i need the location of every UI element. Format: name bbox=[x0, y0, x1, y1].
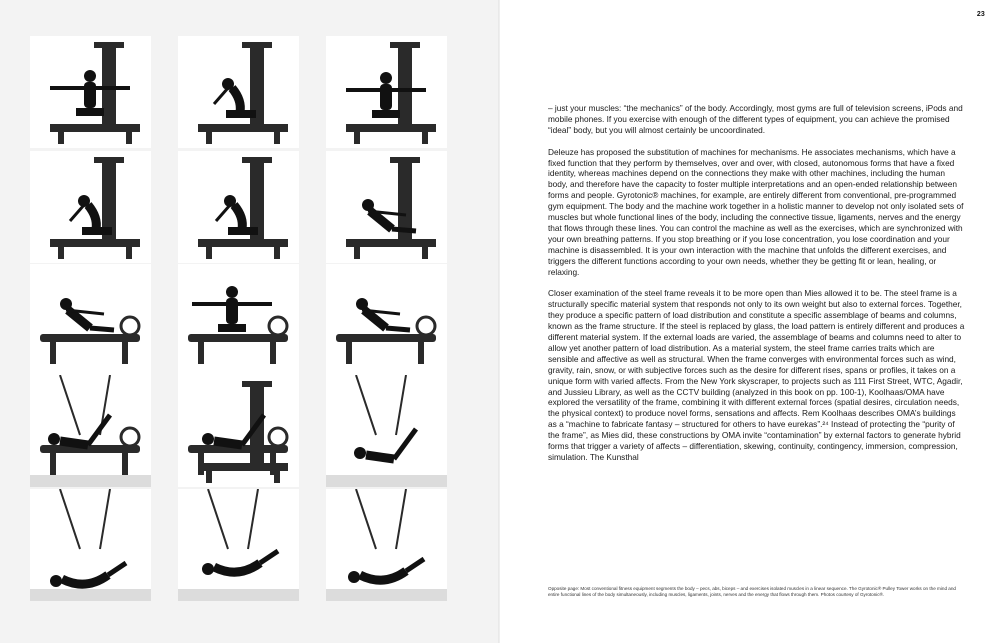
photo-tower-seated-side-stretch-image bbox=[30, 151, 151, 263]
photo-straps-floor-leg-lift-image bbox=[326, 375, 447, 487]
paragraph-steel-frame: Closer examination of the steel frame reveals it to be more open than Mies allowed it to be. The steel frame is a structurally specific material system that responds not only to its own weight but also to external forces. Together, they produce a specific pattern of load distribution and constitute a specific assemblage of beams and columns, known as the frame structure. If the steel is replaced by glass, the load pattern is entirely different and produces a different material system. If the external loads are varied, the assemblage of beams and columns need to alter to allow yet another pattern of load distribution. As a material system, the steel frame carries traits which are sensible and affective as well as structural. When the frame converges with environmental forces such as wind, gravity, rain, snow, or with subjective forces such as the desire for different rises, spans or profiles, it takes on a unique form with varied affects. From the New York skyscraper, to projects such as 111 First Street, WTC, Agadir, and Jussieu Library, as well as the CCTV building (analyzed in this book on pp. 100-1), Koolhaas/OMA have explored the versatility of the frame, combining it with different external forces (spatial desires, circulation needs, the physical context) to produce novel forms, sensations and affects. Rem Koolhaas describes OMA’s buildings as a “machine to fabricate fantasy – structured for others to have eurekas”.²⁴ Instead of protecting the “purity of the frame”, as Mies did, these constructions by OMA invite “contamination” by external factors to generate hybrid forms that trigger a variety of affects – differentiation, skewing, continuity, contingency, immersion, compression, simulation. The Kunsthal bbox=[548, 288, 965, 462]
paragraph-mechanics: – just your muscles: “the mechanics” of the body. Accordingly, most gyms are full of television screens, iPods and mobile phones. If you exercise with enough of the different types of equipment, you can achieve the promised “ideal” body, but you will almost certainly be uncoordinated. bbox=[548, 103, 963, 135]
photo-tower-seated-side-stretch bbox=[30, 151, 151, 263]
paragraph-deleuze: Deleuze has proposed the substitution of machines for mechanisms. He associates mechanisms, which have a fixed function that they perform by themselves, over and over, with closed, autonomous forms that have a fixed identity, whereas machines depend on the connections they make with other machines, including the human body, and therefore have the capacity to foster multiple interpretations and an open-ended relationship between forms and people. Gyrotonic® machines, for example, are entirely different from conventional, pre-programmed gym equipment. The body and the machine work together in a holistic manner to develop not only isolated sets of muscles but whole functional lines of the body, including the connective tissue, ligaments, nerves and the energy that flows through these lines. You can control the machine as well as the exercises, which are synchronized with your own breathing patterns. If you stop breathing or if you lose concentration, you lose coordination and your machine is disassembled. It is your own interaction with the machine that unfolds the different exercises, and triggers the different functions according to your own needs, whether they be getting fit or lean, healing, or relaxing. bbox=[548, 146, 964, 277]
photo-bending-forward-tower bbox=[178, 36, 299, 148]
page-number: 23 bbox=[976, 11, 985, 18]
photo-bench-legs-up bbox=[178, 375, 299, 487]
photo-arms-out-pulleys-image bbox=[326, 36, 447, 148]
photo-straps-suspended-arch bbox=[178, 489, 299, 601]
photo-tower-twist-image bbox=[178, 151, 299, 263]
photo-straps-kneeling-reach bbox=[326, 489, 447, 601]
body-text bbox=[548, 103, 966, 474]
photo-bending-forward-tower-image bbox=[178, 36, 299, 148]
photo-straps-reclined-leg-raise bbox=[30, 375, 151, 487]
photo-bench-seated-upright bbox=[178, 264, 299, 376]
photo-bench-leaning-back-image bbox=[326, 264, 447, 376]
figure-caption: Opposite page: Most conventional fitness equipment segments the body – pecs, abs, biceps – and exercises isolated muscles in a linear sequence. The Gyrotonic® Pulley Tower works on the mind and entire functional lines of the body simultaneously, including muscles, ligaments, joints, nerves and the energy that flows through them. Photos courtesy of Gyrotonic®. bbox=[548, 586, 956, 597]
photo-straps-suspended-arch-image bbox=[178, 489, 299, 601]
photo-straps-floor-leg-lift bbox=[326, 375, 447, 487]
photo-arms-out-pulleys bbox=[326, 36, 447, 148]
photo-tower-leaning-back-image bbox=[326, 151, 447, 263]
photo-tower-twist bbox=[178, 151, 299, 263]
photo-bench-forward-reach-image bbox=[30, 264, 151, 376]
photo-straps-kneeling-reach-image bbox=[326, 489, 447, 601]
photo-bench-legs-up-image bbox=[178, 375, 299, 487]
photo-bench-leaning-back bbox=[326, 264, 447, 376]
photo-arms-extended-tower bbox=[30, 36, 151, 148]
photo-bench-forward-reach bbox=[30, 264, 151, 376]
photo-arms-extended-tower-image bbox=[30, 36, 151, 148]
photo-tower-leaning-back bbox=[326, 151, 447, 263]
photo-straps-side-plank bbox=[30, 489, 151, 601]
photo-bench-seated-upright-image bbox=[178, 264, 299, 376]
photo-straps-side-plank-image bbox=[30, 489, 151, 601]
photo-straps-reclined-leg-raise-image bbox=[30, 375, 151, 487]
